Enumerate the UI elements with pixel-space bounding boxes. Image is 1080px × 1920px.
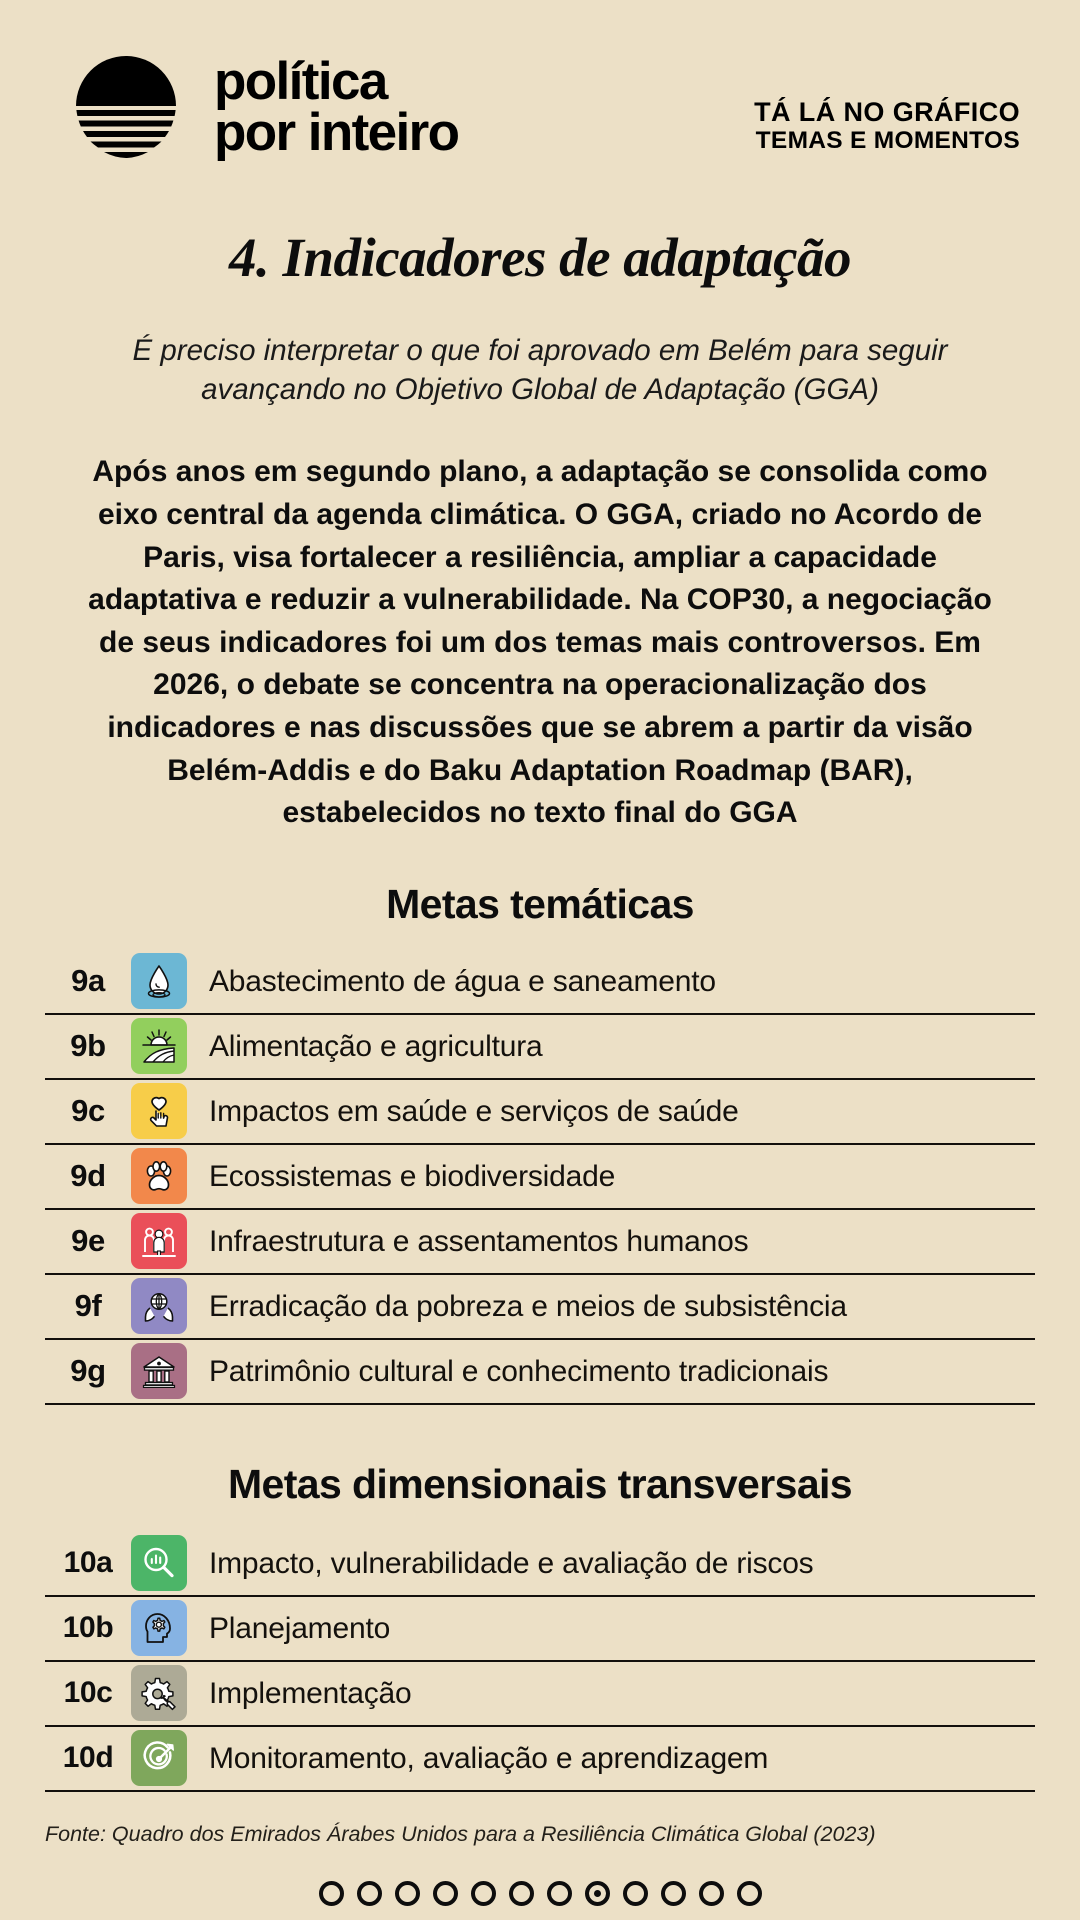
row-label: Impacto, vulnerabilidade e avaliação de riscos — [209, 1546, 814, 1580]
pagination-dot[interactable] — [471, 1881, 496, 1906]
row-label: Alimentação e agricultura — [209, 1029, 543, 1063]
brand-line-1: política — [214, 52, 387, 112]
section-heading-dimensionais: Metas dimensionais transversais — [227, 1460, 853, 1507]
page-header — [40, 0, 1040, 168]
pagination-dot[interactable] — [737, 1881, 762, 1906]
pagination-dot[interactable] — [395, 1881, 420, 1906]
row-label: Patrimônio cultural e conhecimento tradicionais — [209, 1354, 829, 1388]
row-label: Abastecimento de água e saneamento — [209, 964, 716, 998]
row-code: 9c — [71, 1093, 105, 1129]
pagination-dot[interactable] — [319, 1881, 344, 1906]
list-item[interactable] — [45, 1340, 1035, 1405]
row-label: Erradicação da pobreza e meios de subsistência — [209, 1289, 847, 1323]
brand-logo — [60, 48, 458, 168]
list-item[interactable] — [45, 1145, 1035, 1210]
row-code: 9d — [70, 1158, 106, 1194]
row-code: 10d — [62, 1741, 114, 1775]
kicker-line-2: TEMAS E MOMENTOS — [755, 127, 1020, 155]
row-label: Infraestrutura e assentamentos humanos — [209, 1224, 749, 1258]
row-label: Ecossistemas e biodiversidade — [209, 1159, 616, 1193]
page-title: 4. Indicadores de adaptação — [228, 227, 851, 288]
lead-paragraph: Após anos em segundo plano, a adaptação se consolida como eixo central da agenda climática. O GGA, criado no Acordo de Paris, visa fortalecer a resiliência, ampliar a capacidade adaptativa e reduzir a vulnerabilidade. Na COP30, a negociação de seus indicadores foi um dos temas mais controversos. Em 2026, o debate se concentra na operacionalização dos indicadores e nas discussões que se abrem a partir da visão Belém-Addis e do Baku Adaptation Roadmap (BAR), estabelecidos no texto final do GGA — [88, 455, 992, 830]
head-gear-icon — [131, 1600, 187, 1656]
pagination-dot[interactable] — [547, 1881, 572, 1906]
water-drop-icon — [131, 953, 187, 1009]
row-code: 10c — [63, 1676, 113, 1710]
list-item[interactable] — [45, 1275, 1035, 1340]
row-code: 9f — [74, 1288, 102, 1324]
gear-wrench-icon — [131, 1665, 187, 1721]
row-code: 10b — [62, 1611, 114, 1645]
pagination-dot[interactable] — [623, 1881, 648, 1906]
list-item[interactable] — [45, 1532, 1035, 1597]
row-code: 10a — [63, 1546, 113, 1580]
row-label: Impactos em saúde e serviços de saúde — [209, 1094, 739, 1128]
series-kicker — [754, 61, 1020, 155]
row-label: Implementação — [209, 1676, 412, 1710]
list-item[interactable] — [45, 1080, 1035, 1145]
page-subtitle: É preciso interpretar o que foi aprovado em Belém para seguir avançando no Objetivo Global de Adaptação (GGA) — [132, 334, 948, 407]
heart-hand-icon — [131, 1083, 187, 1139]
brand-wordmark — [214, 52, 459, 162]
row-label: Planejamento — [209, 1611, 391, 1645]
list-item[interactable] — [45, 1015, 1035, 1080]
source-note: Fonte: Quadro dos Emirados Árabes Unidos para a Resiliência Climática Global (2023) — [45, 1821, 876, 1846]
kicker-line-1: TÁ LÁ NO GRÁFICO — [754, 97, 1020, 128]
pagination-dot[interactable] — [357, 1881, 382, 1906]
hands-globe-icon — [131, 1278, 187, 1334]
row-code: 9g — [70, 1353, 106, 1389]
pagination-dot[interactable] — [661, 1881, 686, 1906]
sunset-logo-icon — [60, 48, 192, 168]
pagination-dots[interactable] — [40, 1881, 1040, 1906]
list-metas-dimensionais — [40, 1532, 1040, 1792]
list-item[interactable] — [45, 1210, 1035, 1275]
row-label: Monitoramento, avaliação e aprendizagem — [209, 1741, 769, 1775]
list-metas-tematicas — [40, 950, 1040, 1405]
list-item[interactable] — [45, 1727, 1035, 1792]
section-heading-tematicas: Metas temáticas — [386, 880, 694, 927]
list-item[interactable] — [45, 1662, 1035, 1727]
community-people-icon — [131, 1213, 187, 1269]
row-code: 9b — [70, 1028, 106, 1064]
list-item[interactable] — [45, 950, 1035, 1015]
classical-building-icon — [131, 1343, 187, 1399]
pagination-dot[interactable] — [433, 1881, 458, 1906]
pagination-dot[interactable] — [699, 1881, 724, 1906]
row-code: 9a — [71, 963, 105, 999]
magnifier-chart-icon — [131, 1535, 187, 1591]
pagination-dot-active[interactable] — [585, 1881, 610, 1906]
paw-print-icon — [131, 1148, 187, 1204]
target-arrow-icon — [131, 1730, 187, 1786]
list-item[interactable] — [45, 1597, 1035, 1662]
row-code: 9e — [71, 1223, 105, 1259]
brand-line-2: por inteiro — [214, 103, 459, 162]
pagination-dot[interactable] — [509, 1881, 534, 1906]
sun-field-icon — [131, 1018, 187, 1074]
